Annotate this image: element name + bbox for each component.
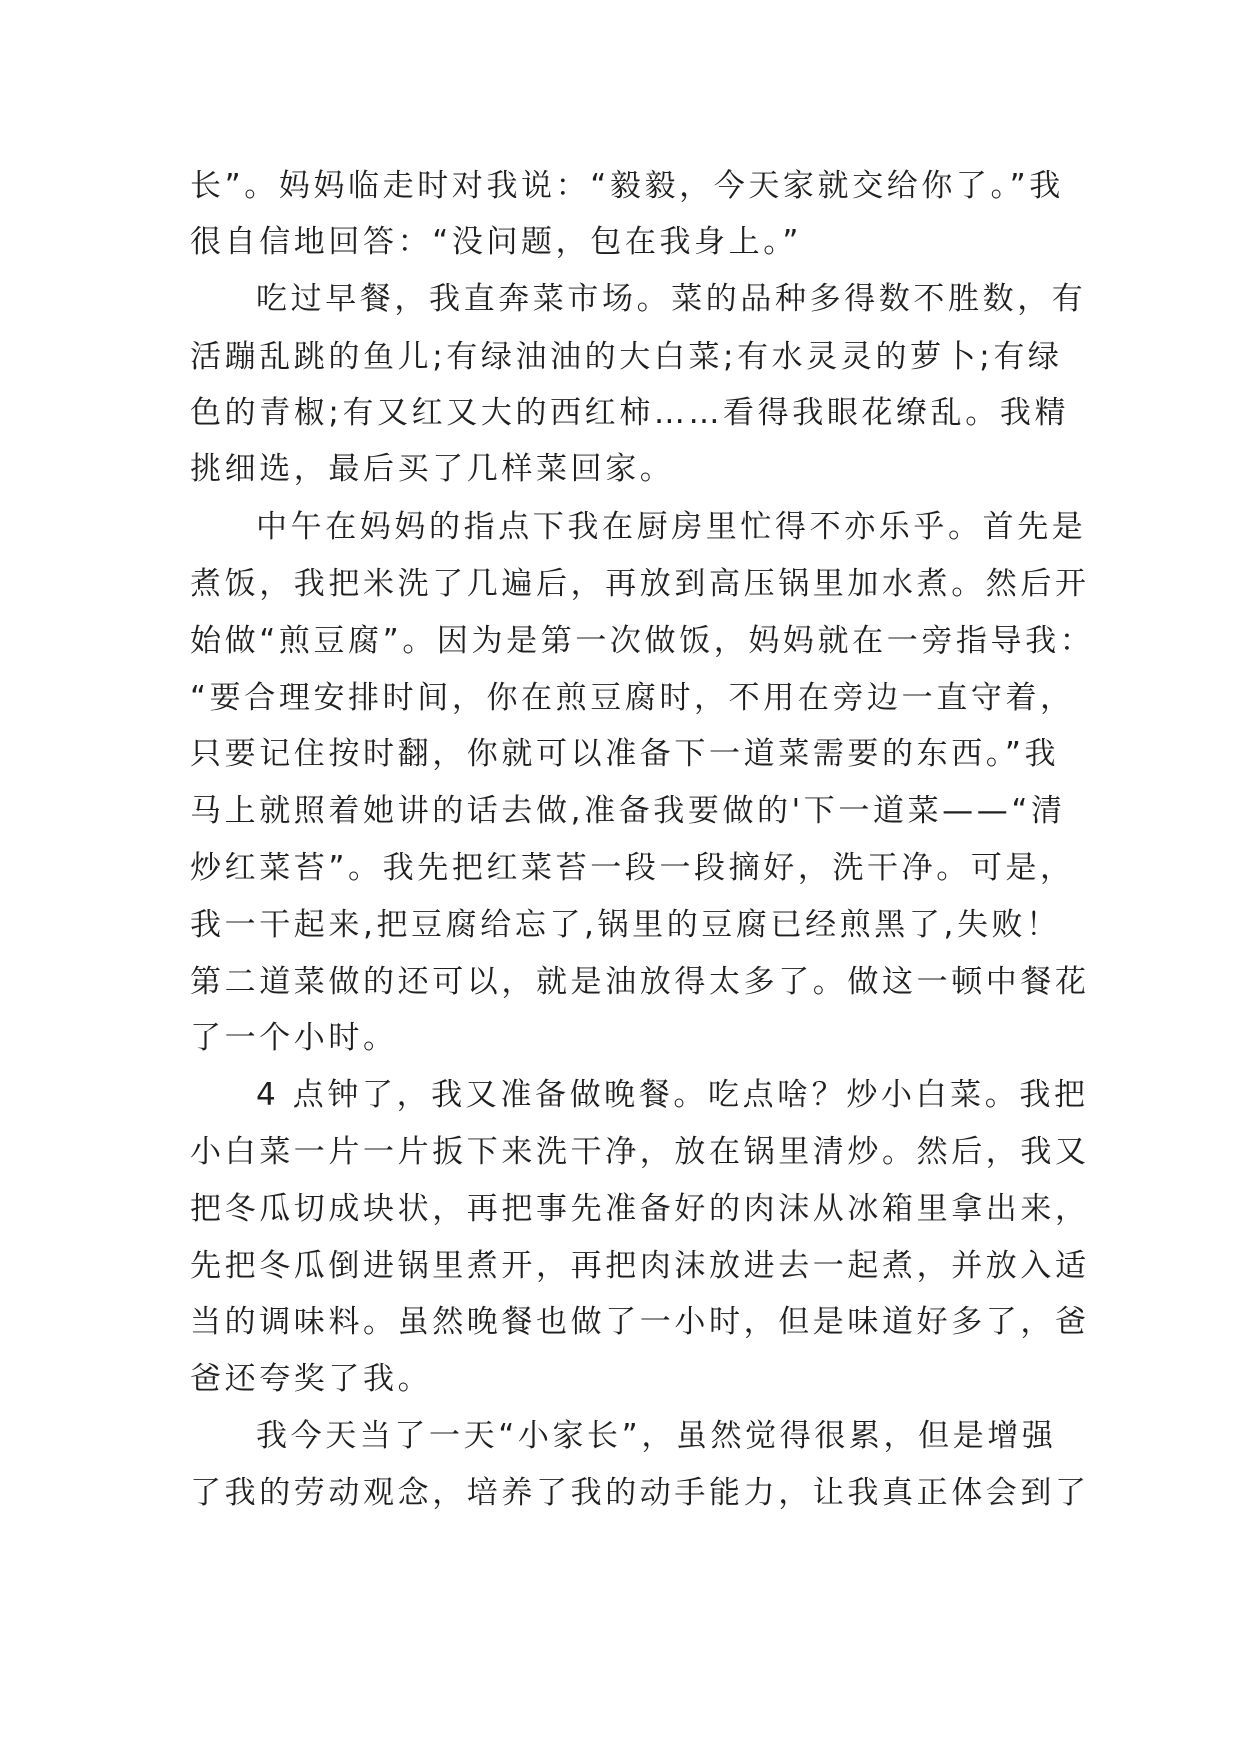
text-line: 挑细选，最后买了几样菜回家。 xyxy=(190,451,675,487)
text-line: 马上就照着她讲的话去做,准备我要做的'下一道菜——“清 xyxy=(190,793,1066,829)
text-line: 当的调味料。虽然晚餐也做了一小时，但是味道好多了，爸 xyxy=(190,1304,1090,1340)
text-line: 长”。妈妈临走时对我说：“毅毅，今天家就交给你了。”我 xyxy=(190,168,1064,204)
text-line: 炒红菜苔”。我先把红菜苔一段一段摘好，洗干净。可是， xyxy=(190,850,1075,886)
paragraph-start-line: 中午在妈妈的指点下我在厨房里忙得不亦乐乎。首先是 xyxy=(256,509,1087,545)
text-line: 活蹦乱跳的鱼儿;有绿油油的大白菜;有水灵灵的萝卜;有绿 xyxy=(190,339,1063,375)
text-line: 爸还夸奖了我。 xyxy=(190,1361,433,1397)
text-line: 了我的劳动观念，培养了我的动手能力，让我真正体会到了 xyxy=(190,1475,1090,1511)
paragraph-start-line: 吃过早餐，我直奔菜市场。菜的品种多得数不胜数，有 xyxy=(256,281,1087,317)
text-line: 很自信地回答：“没问题，包在我身上。” xyxy=(190,224,803,260)
text-line: 小白菜一片一片扳下来洗干净，放在锅里清炒。然后，我又 xyxy=(190,1134,1090,1170)
text-line: 我一干起来,把豆腐给忘了,锅里的豆腐已经煎黑了,失败！ xyxy=(190,907,1061,943)
text-line: 色的青椒;有又红又大的西红柿……看得我眼花缭乱。我精 xyxy=(190,395,1070,431)
text-line: 先把冬瓜倒进锅里煮开，再把肉沫放进去一起煮，并放入适 xyxy=(190,1248,1090,1284)
text-line: 第二道菜做的还可以，就是油放得太多了。做这一顿中餐花 xyxy=(190,964,1090,1000)
text-line: 了一个小时。 xyxy=(190,1020,398,1056)
paragraph-start-line: 我今天当了一天“小家长”，虽然觉得很累，但是增强 xyxy=(256,1418,1057,1454)
paragraph-start-line: 4 点钟了，我又准备做晚餐。吃点啥？炒小白菜。我把 xyxy=(256,1077,1089,1113)
text-line: 把冬瓜切成块状，再把事先准备好的肉沫从冰箱里拿出来， xyxy=(190,1191,1090,1227)
text-line: 始做“煎豆腐”。因为是第一次做饭，妈妈就在一旁指导我： xyxy=(190,623,1095,659)
text-line: “要合理安排时间，你在煎豆腐时，不用在旁边一直守着， xyxy=(190,680,1075,716)
text-line: 煮饭，我把米洗了几遍后，再放到高压锅里加水煮。然后开 xyxy=(190,566,1090,602)
text-line: 只要记住按时翻，你就可以准备下一道菜需要的东西。”我 xyxy=(190,736,1060,772)
